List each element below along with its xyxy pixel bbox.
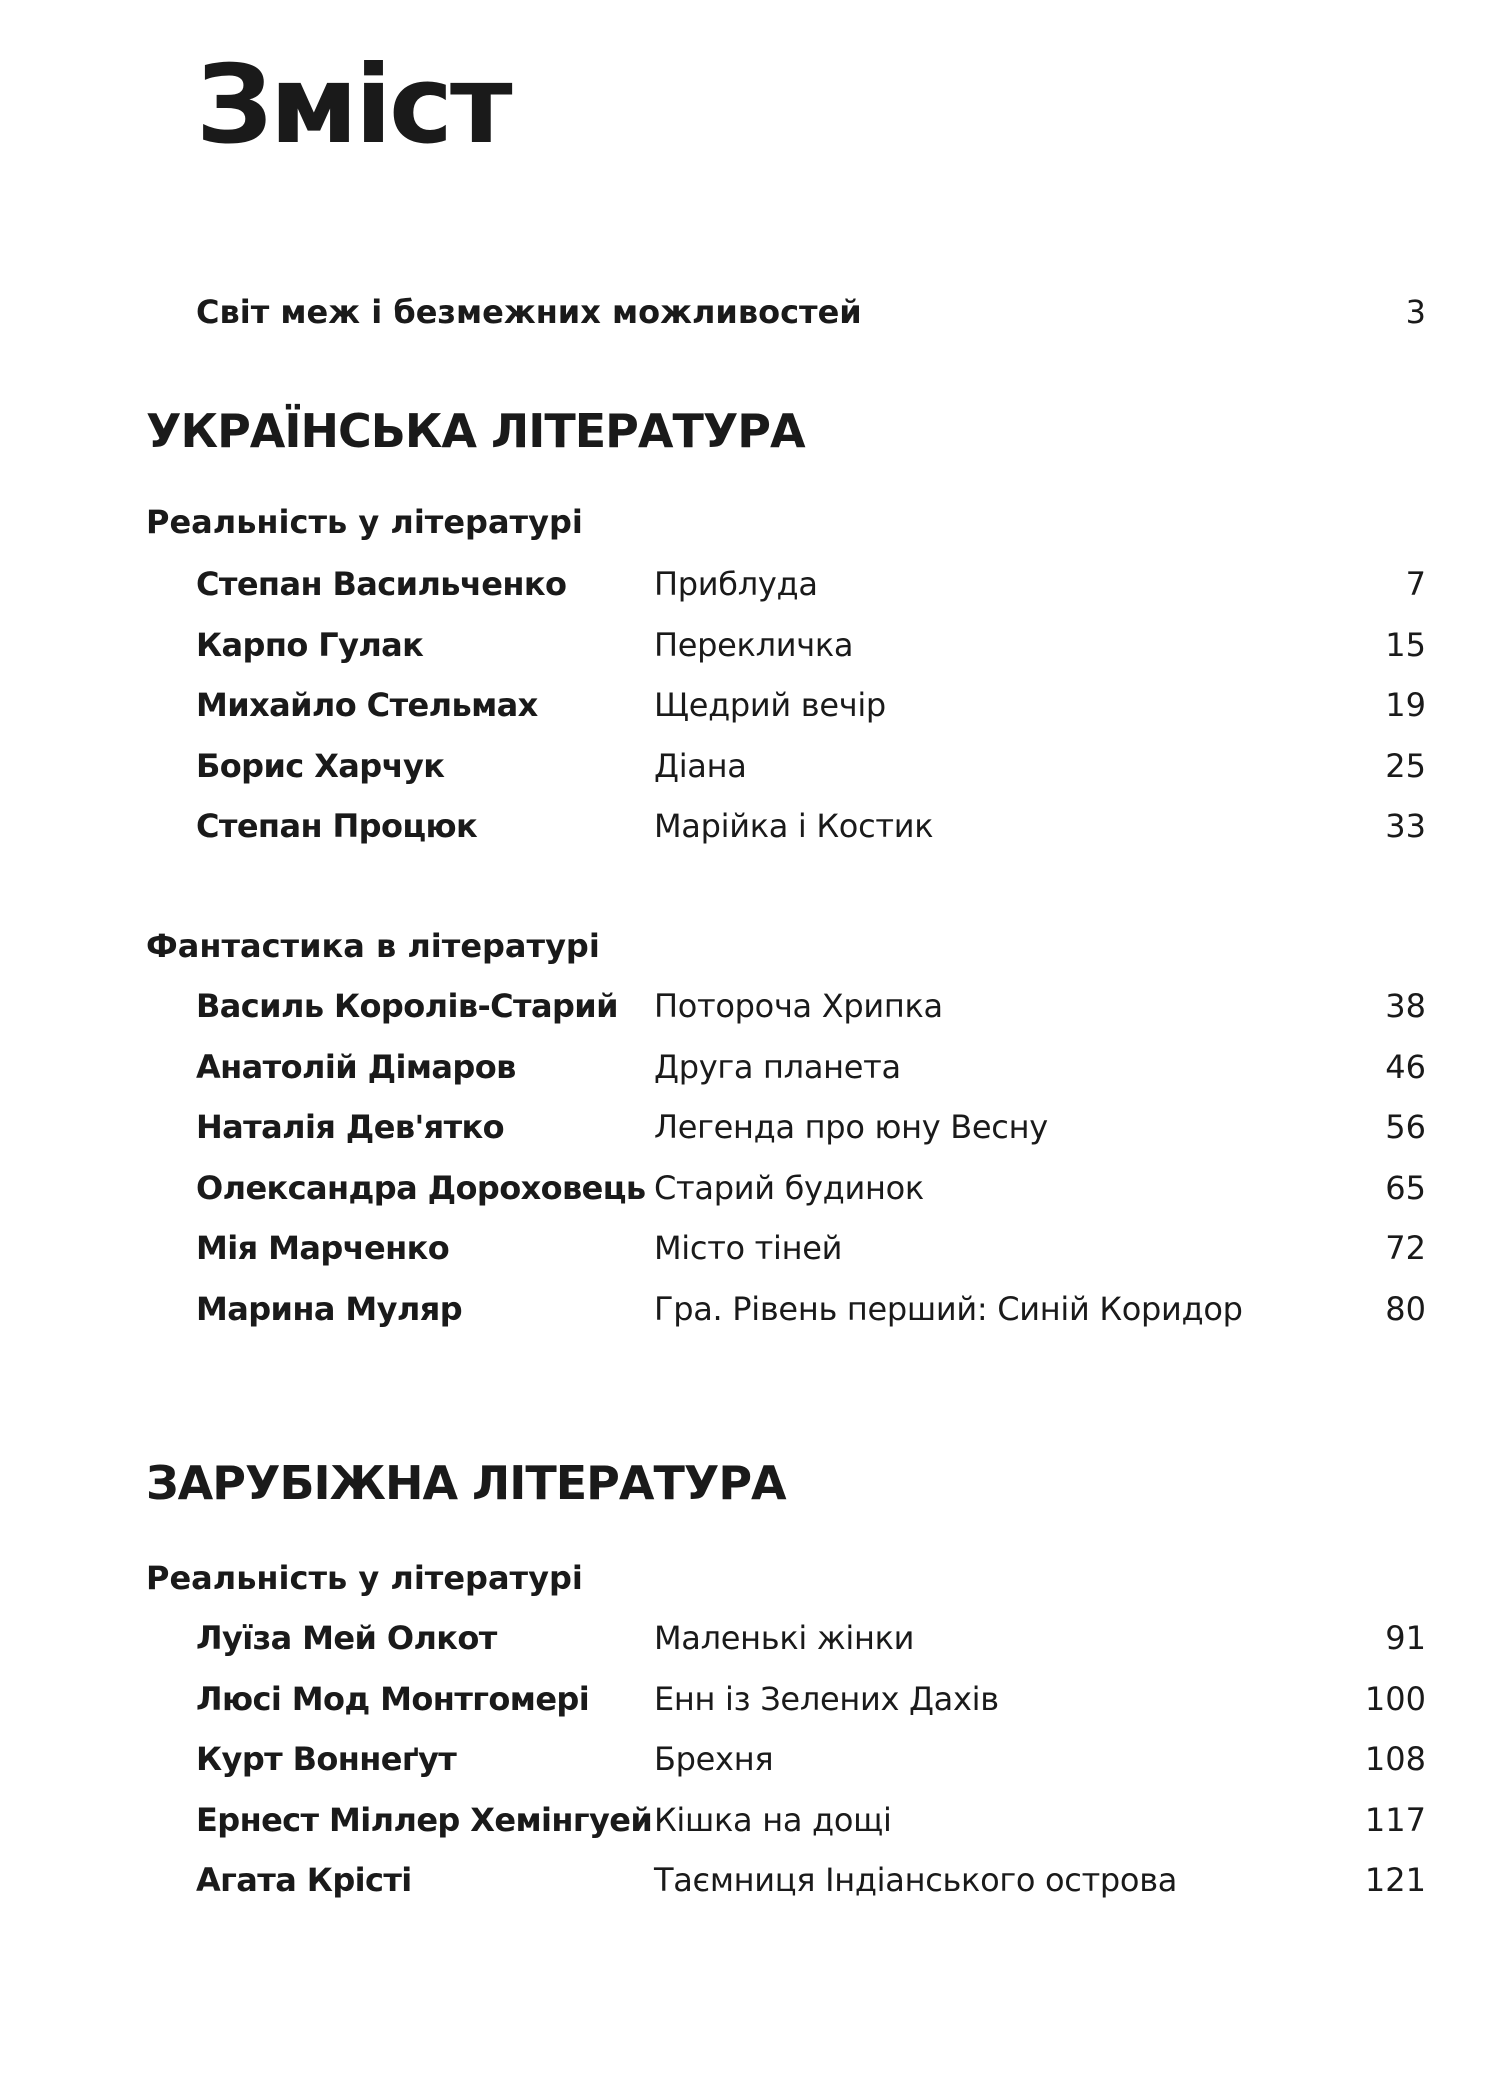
list-item [196,1679,1426,1740]
entry-work-title: Легенда про юну Весну [654,1108,1048,1146]
entry-page-number: 38 [1385,987,1426,1025]
intro-entry [196,292,1426,332]
entry-work-title: Марійка і Костик [654,807,934,845]
list-item [196,1739,1426,1800]
entry-work-title: Старий будинок [654,1168,924,1207]
entry-work-title: Маленькі жінки [654,1619,915,1657]
entry-author: Степан Процюк [196,807,478,845]
page-title: Зміст [196,43,510,168]
intro-label: Світ меж і безмежних можливостей [196,293,862,331]
list-item [196,1228,1426,1289]
list-item [196,746,1426,807]
entry-list [196,564,1426,867]
entry-work-title: Гра. Рівень перший: Синій Коридор [654,1289,1243,1328]
entry-work-title: Кішка на дощі [654,1800,892,1839]
entry-work-title: Щедрий вечір [654,686,886,724]
entry-author: Михайло Стельмах [196,686,538,724]
subsection-heading-reality: Реальність у літературі [146,1559,583,1597]
entry-author: Степан Васильченко [196,565,567,603]
entry-author: Карпо Гулак [196,625,424,664]
entry-work-title: Потороча Хрипка [654,987,943,1025]
section-heading-foreign: ЗАРУБІЖНА ЛІТЕРАТУРА [146,1456,786,1510]
list-item [196,1289,1426,1350]
subsection-heading-reality: Реальність у літературі [146,503,583,541]
entry-author: Марина Муляр [196,1289,463,1328]
entry-work-title: Перекличка [654,625,854,664]
entry-page-number: 91 [1385,1619,1426,1657]
list-item [196,1168,1426,1229]
entry-page-number: 65 [1385,1168,1426,1207]
entry-author: Олександра Дороховець [196,1168,646,1207]
entry-author: Ернест Міллер Хемінгуей [196,1800,653,1839]
entry-work-title: Таємниця Індіанського острова [654,1861,1178,1899]
list-item [196,564,1426,625]
entry-page-number: 25 [1385,746,1426,785]
entry-page-number: 108 [1364,1740,1426,1778]
list-item [196,685,1426,746]
entry-author: Люсі Мод Монтгомері [196,1679,590,1718]
entry-work-title: Енн із Зелених Дахів [654,1679,999,1718]
entry-page-number: 46 [1385,1047,1426,1086]
entry-author: Борис Харчук [196,746,445,785]
list-item [196,625,1426,686]
entry-page-number: 117 [1364,1800,1426,1839]
entry-list [196,1618,1426,1921]
intro-page-number: 3 [1405,293,1426,331]
entry-page-number: 15 [1385,625,1426,664]
entry-work-title: Приблуда [654,565,818,603]
entry-list [196,986,1426,1349]
list-item [196,1800,1426,1861]
entry-page-number: 72 [1385,1229,1426,1267]
entry-author: Агата Крісті [196,1861,412,1899]
list-item [196,1047,1426,1108]
entry-page-number: 56 [1385,1108,1426,1146]
subsection-heading-fantasy: Фантастика в літературі [146,927,600,965]
list-item [196,1618,1426,1679]
entry-work-title: Місто тіней [654,1229,843,1267]
list-item [196,1860,1426,1921]
entry-page-number: 19 [1385,686,1426,724]
entry-page-number: 33 [1385,807,1426,845]
list-item [196,1107,1426,1168]
entry-author: Анатолій Дімаров [196,1047,516,1086]
entry-author: Василь Королів-Старий [196,987,618,1025]
entry-work-title: Брехня [654,1740,774,1778]
entry-work-title: Друга планета [654,1047,901,1086]
entry-author: Наталія Дев'ятко [196,1108,505,1146]
entry-author: Курт Воннеґут [196,1740,457,1778]
entry-author: Луїза Мей Олкот [196,1619,497,1657]
section-heading-ukrainian: УКРАЇНСЬКА ЛІТЕРАТУРА [146,404,805,458]
list-item [196,806,1426,867]
entry-page-number: 7 [1405,565,1426,603]
entry-work-title: Діана [654,746,747,785]
entry-page-number: 100 [1364,1679,1426,1718]
entry-author: Мія Марченко [196,1229,450,1267]
entry-page-number: 80 [1385,1289,1426,1328]
entry-page-number: 121 [1364,1861,1426,1899]
list-item [196,986,1426,1047]
